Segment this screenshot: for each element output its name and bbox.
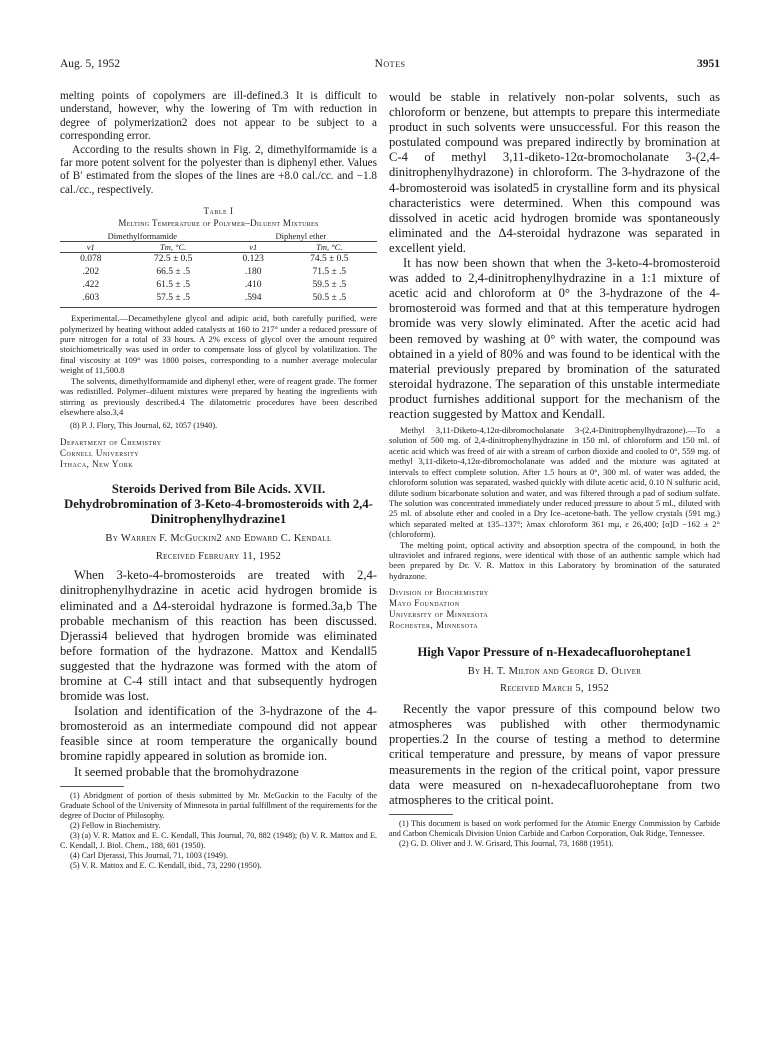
table-cell: .422 [82,280,100,291]
experimental-paragraph: Methyl 3,11-Diketo-4,12α-dibromocholanate 3-(2,4-Dinitrophenylhydrazone).—To a solution of 500 mg. of 2,4-dinitrophenylhydrazine in 150 ml. of chloroform and 150 ml. of acetic acid which was freed of air with a stream of carbon dioxide and cooled to 0°, 559 mg. of methyl 3,11-diketo-4,12α-dibromocholanate was added and the mixture was agitated at intervals to effect complete solution. After 1.5 hours at 0°, 300 ml. of water was added, the chloroform solution was separated, washed quickly with dilute acetic acid, 0.10 N sulfuric acid, dilute sodium bicarbonate solution and water, and was filtered through a pad of sodium sulfate. The solution was concentrated immediately under reduced pressure to about 5 ml., diluted with 25 ml. of absolute ether and cooled in a Dry Ice–acetone-bath. The yellow crystals (591 mg.) which separated melted at 135–137°; λmax chloroform 361 mμ, ε 26,400; [α]D −162 ± 2° (chloroform). [389,425,720,540]
table-row [60,279,377,292]
footnote: (1) Abridgment of portion of thesis submitted by Mr. McGuckin to the Faculty of the Graduate School of the University of Minnesota in partial fulfillment of the requirements for the degree of Doctor of Philosophy. [60,790,377,820]
paragraph: When 3-keto-4-bromosteroids are treated with 2,4-dinitrophenylhydrazine in acetic acid hydrogen bromide is eliminated and a Δ4-steroidal hydrazone is formed.3a,b The probable mechanism of this reaction has been discussed. Djerassi4 believed that hydrogen bromide was eliminated before formation of the hydrazone. Mattox and Kendall5 suggested that the hydrazone was formed with the atom of bromine at C-4 still intact and that subsequently hydrogen bromide was lost. [60,568,377,704]
address-line: Mayo Foundation [389,598,460,609]
melting-table [60,231,377,308]
table-cell: 74.5 ± 0.5 [310,254,349,265]
address-line: Division of Biochemistry [389,587,489,598]
table-cell: .410 [244,280,262,291]
page-number: 3951 [697,58,720,70]
page-header [60,58,720,74]
table-cell: .603 [60,292,122,308]
experimental-paragraph: The solvents, dimethylformamide and diphenyl ether, were of reagent grade. The former was redistilled. Polymer–diluent mixtures were prepared by heating the ingredients with stirring as previously described.4 The dilatometric procedures have been described elsewhere also.3,4 [60,375,377,417]
table-column-header: v1 [60,242,122,253]
article-title: High Vapor Pressure of n-Hexadecafluoroheptane1 [417,645,692,660]
footnote: (8) P. J. Flory, This Journal, 62, 1057 (1940). [70,421,218,431]
paragraph: melting points of copolymers are ill-defined.3 It is difficult to understand, however, why the lowering of Tm with reduction in degree of polymerization2 does not appear to be subject to a corresponding error. [60,90,377,143]
footnote: (3) (a) V. R. Mattox and E. C. Kendall, This Journal, 70, 882 (1948); (b) V. R. Mattox and E. C. Kendall, J. Biol. Chem., 188, 601 (1950). [60,830,377,850]
left-column [60,90,377,871]
table-cell: 57.5 ± .5 [122,292,225,308]
table-cell: .594 [225,292,282,308]
footnote-rule [60,786,124,787]
section-title: Notes [374,58,406,70]
right-column [389,90,720,849]
paragraph: It has now been shown that when the 3-keto-4-bromosteroid was added to 2,4-dinitrophenylhydrazine in a 1:1 mixture of acetic acid and chloroform at 0° the 3-hydrazone of the 4-bromosteroid was formed and that at this temperature hydrogen bromide was very slowly eliminated. After the acetic acid had been removed by washing at 0° with water, the compound was obtained in a yield of 80% and was found to be identical with the material previously prepared by bromination of the saturated steroidal hydrazone. The separation of this unstable intermediate product furnishes additional support for the mechanism of the reaction suggested by Mattox and Kendall. [389,256,720,421]
table-caption: Melting Temperature of Polymer–Diluent Mixtures [118,218,319,229]
table-cell: 50.5 ± .5 [282,292,377,308]
paragraph: would be stable in relatively non-polar solvents, such as chloroform or benzene, but attempts to prepare this intermediate product in such solvents were unsuccessful. For this reason the postulated compound was prepared indirectly by bromination at C-4 of methyl 3,11-diketo-12α-bromocholanate 3-(2,4-dinitrophenylhydrazone) in chloroform. The 3-hydrazone of the 4-bromosteroid was isolated5 in crystalline form and its physical characteristics were determined. When this compound was dissolved in acetic acid hydrogen bromide was spontaneously eliminated and the Δ4-steroidal hydrazone was separated in excellent yield. [389,90,720,255]
paragraph: Recently the vapor pressure of this compound below two atmospheres was published with other thermodynamic properties.2 In the course of testing a method to determine critical temperature and pressure, by means of vapor pressure measurements in the region of the critical point, vapor pressure data were measured on n-hexadecafluoroheptane from two atmospheres to the critical point. [389,702,720,807]
paragraph: It seemed probable that the bromohydrazone [74,764,299,779]
address-line: Rochester, Minnesota [389,620,479,631]
author-address [60,437,377,470]
table-row [60,253,377,267]
journal-date: Aug. 5, 1952 [60,58,121,70]
experimental-paragraph: The melting point, optical activity and absorption spectra of the compound, in both the ultraviolet and infrared regions, were identical with those of an authentic sample which had been prepared by Dr. V. R. Mattox in this Laboratory by bromination of the saturated hydrazone. [389,539,720,581]
table-cell: 72.5 ± 0.5 [153,254,193,265]
table-row [60,266,377,279]
received-date: Received February 11, 1952 [155,551,282,563]
address-line: Department of Chemistry [60,437,162,448]
received-date: Received March 5, 1952 [499,683,610,695]
footnote: (1) This document is based on work performed for the Atomic Energy Commission by Carbide and Carbon Chemicals Division Union Carbide and Carbon Corporation, Oak Ridge, Tennessee. [389,818,720,838]
table-group-header: Diphenyl ether [225,231,377,242]
table-column-header: Tm, °C. [122,242,225,253]
table-cell: 66.5 ± .5 [156,267,191,278]
article-title: Steroids Derived from Bile Acids. XVII. Dehydrobromination of 3-Keto-4-bromosteroids with 2,4-Dinitrophenylhydrazine1 [64,482,373,527]
address-line: University of Minnesota [389,609,489,620]
table-cell: 59.5 ± .5 [312,280,347,291]
table-row [60,292,377,308]
footnote: (4) Carl Djerassi, This Journal, 71, 1003 (1949). [70,850,228,860]
table-column-header: v1 [225,242,282,253]
table-title: Table I [203,206,234,217]
table-column-header: Tm, °C. [282,242,377,253]
footnote-rule [389,814,453,815]
table-cell: 61.5 ± .5 [156,280,191,291]
address-line: Cornell University [60,448,140,459]
paragraph: Isolation and identification of the 3-hydrazone of the 4-bromosteroid as an intermediate compound did not appear feasible since at room temperature the organically bound bromine rapidly appeared in solution as bromide ion. [60,704,377,764]
experimental-paragraph: Experimental.—Decamethylene glycol and adipic acid, both carefully purified, were polymerized by heating without added catalysts at 160 to 217° under a reduced pressure of pure nitrogen for a total of 33 hours. A 2% excess of glycol over the amount required stoichiometrically was used in order to compensate loss of glycol by volatilization. The final viscosity at 109° was 1800 poises, corresponding to a number average molecular weight of 11,500.8 [60,313,377,376]
table-cell: .180 [244,267,262,278]
footnote: (5) V. R. Mattox and E. C. Kendall, ibid., 73, 2290 (1950). [70,860,262,870]
author-address [389,587,720,631]
table-cell: 0.123 [242,254,264,265]
table-cell: 0.078 [80,254,102,265]
table-cell: 71.5 ± .5 [312,267,347,278]
table-cell: .202 [82,267,100,278]
byline: By H. T. Milton and George D. Oliver [467,666,642,678]
table-group-header: Dimethylformamide [60,231,225,242]
paragraph: According to the results shown in Fig. 2, dimethylformamide is a far more potent solvent for the polyester than is diphenyl ether. Values of B′ estimated from the slopes of the lines are +8.0 cal./cc. and −1.8 cal./cc., respectively. [60,143,377,196]
byline: By Warren F. McGuckin2 and Edward C. Kendall [105,533,332,545]
footnote: (2) G. D. Oliver and J. W. Grisard, This Journal, 73, 1688 (1951). [399,838,614,848]
footnote: (2) Fellow in Biochemistry. [70,820,161,830]
address-line: Ithaca, New York [60,459,134,470]
